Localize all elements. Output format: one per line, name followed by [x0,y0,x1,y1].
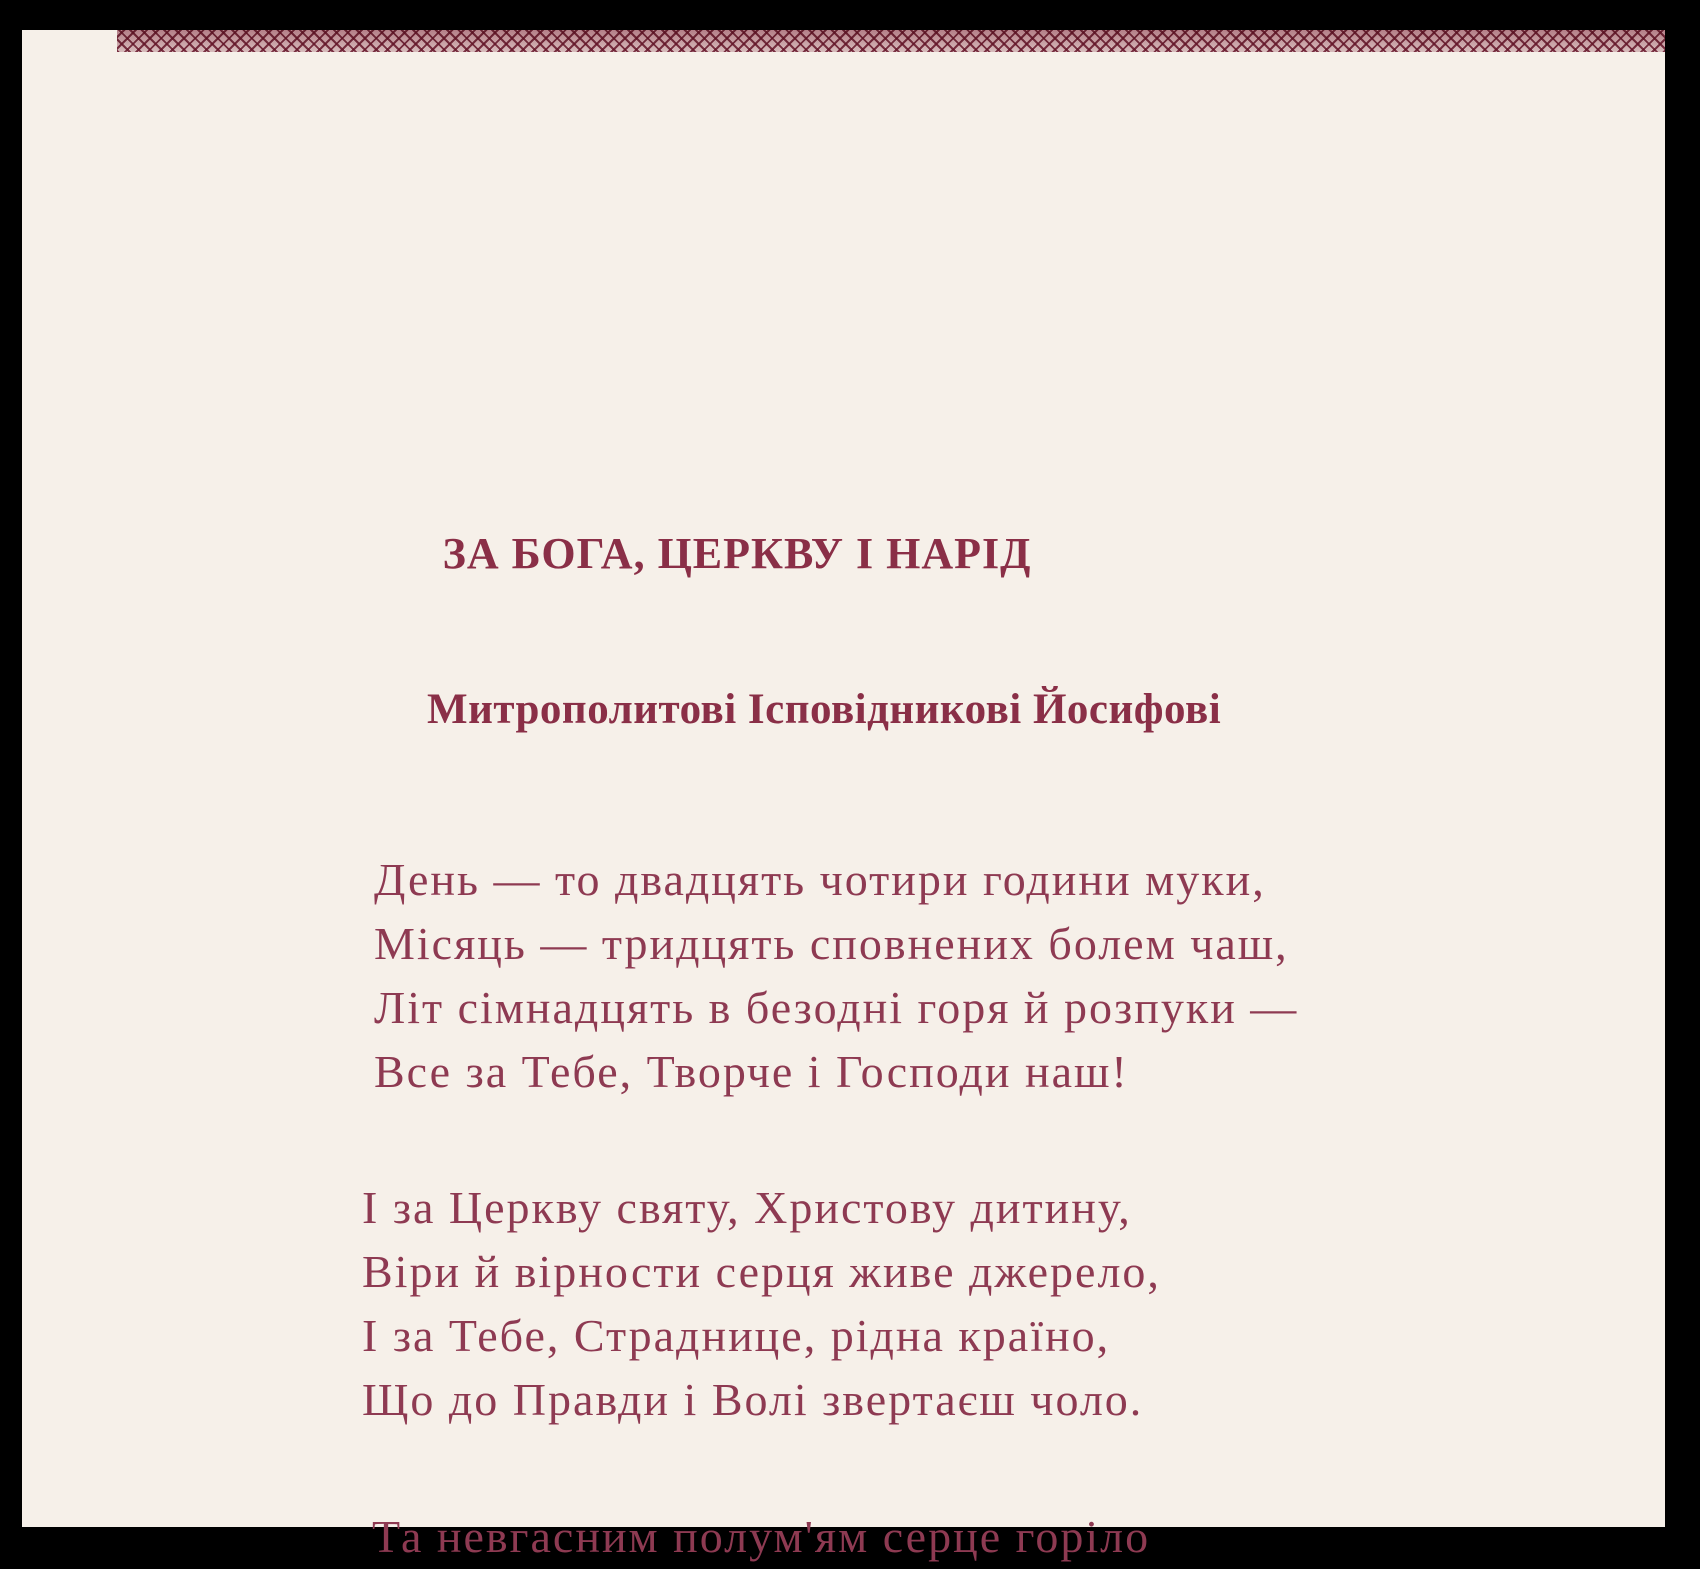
poem-line: І за Церкву святу, Христову дитину, [362,1182,1132,1233]
stanza-1 [374,848,1298,1104]
poem-line: І за Тебе, Страднице, рідна країно, [362,1310,1111,1361]
poem-line: Літ сімнадцять в безодні горя й розпуки — [374,982,1299,1033]
poem-line: Віри й вірности серця живе джерело, [362,1246,1161,1297]
poem-title: ЗА БОГА, ЦЕРКВУ І НАРІД [442,529,1032,578]
document-page [22,30,1665,1562]
poem-line: Що до Правди і Волі звертаєш чоло. [362,1374,1144,1425]
poem-line: Все за Тебе, Творче і Господи наш! [374,1046,1129,1097]
decorative-border-band [117,30,1665,52]
stanza-3 [372,1505,1150,1569]
poem-line: Та невгасним полум'ям серце горіло [372,1511,1151,1562]
stanza-2 [362,1176,1161,1432]
poem-line: День — то двадцять чотири години муки, [374,854,1266,905]
poem-line: Місяць — тридцять сповнених болем чаш, [374,918,1289,969]
poem-dedication: Митрополитові Ісповідникові Йосифові [427,686,1222,733]
